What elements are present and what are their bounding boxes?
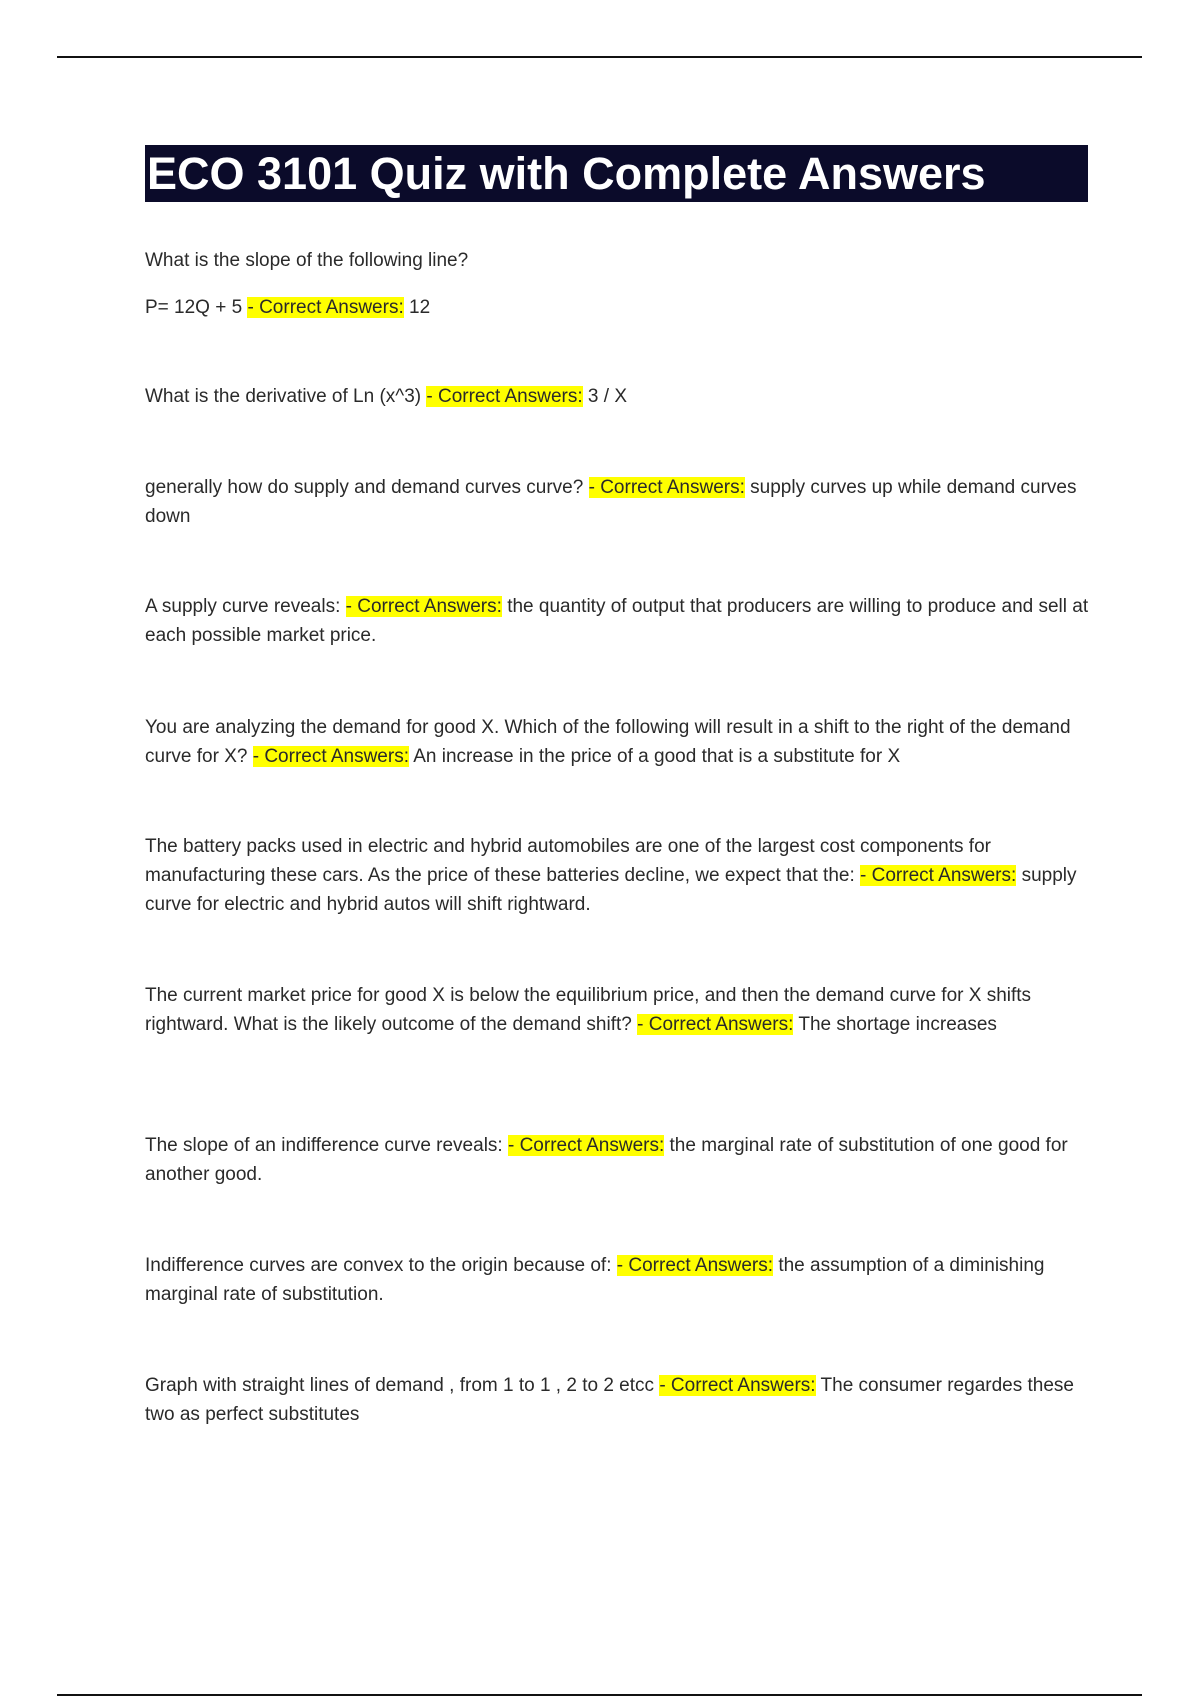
qa-item	[145, 382, 1095, 411]
question-text: P= 12Q + 5	[145, 297, 243, 318]
answer-text: the assumption of a diminishing marginal rate of substitution.	[145, 1255, 1045, 1305]
answer-text: the marginal rate of substitution of one good for another good.	[145, 1135, 1068, 1185]
title-banner	[145, 145, 1088, 202]
answer-marker: - Correct Answers:	[252, 746, 409, 767]
answer-marker: - Correct Answers:	[345, 596, 502, 617]
question-text: A supply curve reveals:	[145, 596, 341, 617]
qa-item	[145, 1251, 1095, 1309]
answer-text: supply curve for electric and hybrid autos will shift rightward.	[145, 865, 1077, 915]
question-text: What is the slope of the following line?	[145, 250, 469, 271]
qa-item	[145, 1371, 1095, 1429]
qa-item	[145, 592, 1095, 650]
answer-marker: - Correct Answers:	[860, 865, 1017, 886]
question-text: generally how do supply and demand curves curve?	[145, 477, 584, 498]
answer-marker: - Correct Answers:	[637, 1014, 794, 1035]
question-text: Graph with straight lines of demand , from 1 to 1 , 2 to 2 etcc	[145, 1375, 655, 1396]
question-text: The slope of an indifference curve reveals:	[145, 1135, 503, 1156]
question-text: The battery packs used in electric and hybrid automobiles are one of the largest cost components for manufacturing these cars. As the price of these batteries decline, we expect that the:	[145, 836, 991, 886]
bottom-rule	[57, 1694, 1142, 1696]
qa-item	[145, 713, 1095, 771]
answer-marker: - Correct Answers:	[616, 1255, 774, 1276]
answer-marker: - Correct Answers:	[659, 1375, 816, 1396]
answer-marker: - Correct Answers:	[588, 477, 745, 498]
question-text: What is the derivative of Ln (x^3)	[145, 386, 422, 407]
answer-marker: - Correct Answers:	[426, 386, 583, 407]
question-text: You are analyzing the demand for good X. Which of the following will result in a shift to the right of the demand curve for X?	[145, 717, 1071, 767]
question-text: Indifference curves are convex to the origin because of:	[145, 1255, 612, 1276]
page-title: ECO 3101 Quiz with Complete Answers	[147, 148, 986, 199]
qa-item	[145, 1131, 1095, 1189]
answer-text: The shortage increases	[798, 1014, 997, 1035]
answer-text: supply curves up while demand curves down	[145, 477, 1077, 527]
answer-text: An increase in the price of a good that is a substitute for X	[413, 746, 901, 767]
answer-text: 12	[409, 297, 431, 318]
top-rule	[57, 56, 1142, 58]
answer-text: the quantity of output that producers are willing to produce and sell at each possible market price.	[145, 596, 1089, 646]
qa-item	[145, 981, 1095, 1039]
answer-marker: - Correct Answers:	[507, 1135, 665, 1156]
qa-item	[145, 473, 1095, 531]
answer-text: 3 / X	[587, 386, 627, 407]
answer-text: The consumer regardes these two as perfect substitutes	[145, 1375, 1074, 1425]
answer-marker: - Correct Answers:	[247, 297, 404, 318]
qa-item	[145, 246, 1095, 322]
qa-item	[145, 832, 1095, 919]
question-text: The current market price for good X is below the equilibrium price, and then the demand curve for X shifts rightward. What is the likely outcome of the demand shift?	[145, 985, 1032, 1035]
